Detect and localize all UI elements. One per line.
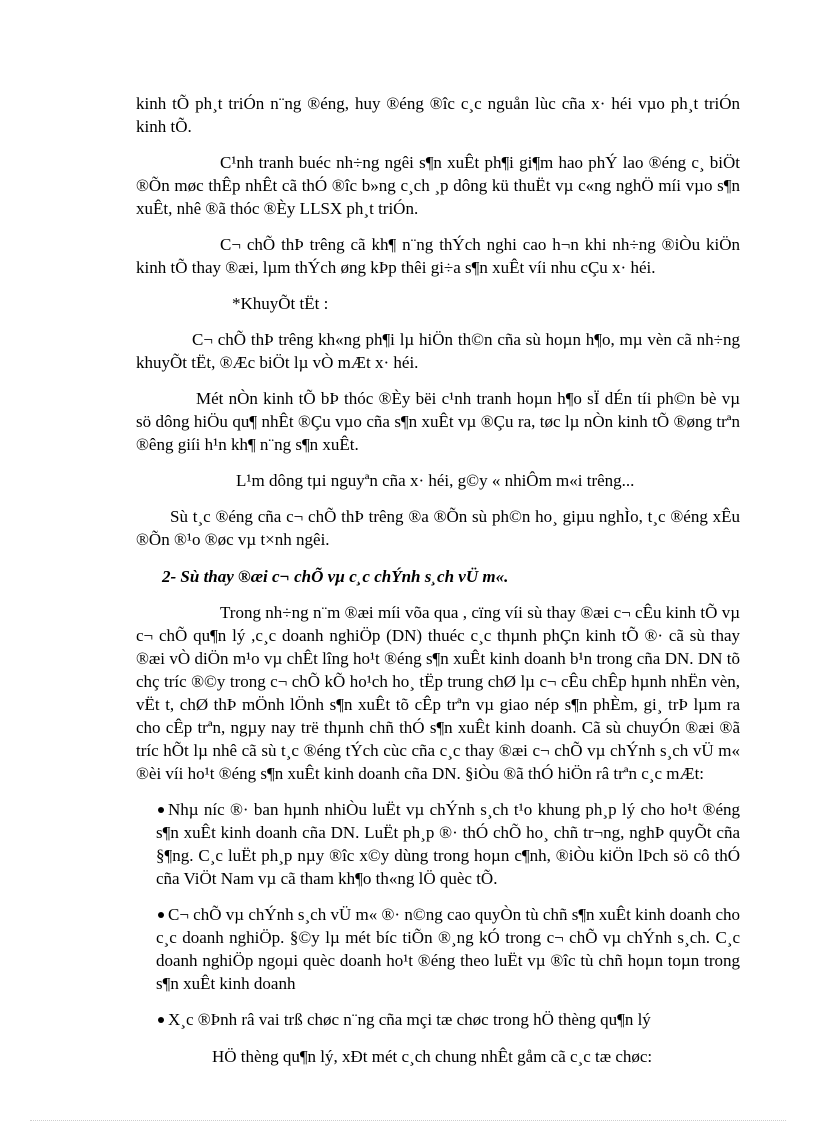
bullet-item-2 xyxy=(136,903,740,995)
paragraph-last: HÖ thèng qu¶n lý, xÐt mét c¸ch chung nhÊt gåm cã c¸c tæ chøc: xyxy=(212,1047,653,1066)
page-bottom-rule xyxy=(30,1120,786,1121)
paragraph-5: C¬ chÕ thÞ trêng kh«ng ph¶i lµ hiÖn th©n cña sù hoµn h¶o, mµ vèn cã nh÷ng khuyÕt tËt, ®Æc biÖt lµ vÒ mÆt x· héi. xyxy=(136,330,740,372)
paragraph-8: Sù t¸c ®éng cña c¬ chÕ thÞ trêng ®a ®Õn sù ph©n ho¸ giµu nghÌo, t¸c ®éng xÊu ®Õn ®¹o ®øc vµ t×nh ngêi. xyxy=(136,507,740,549)
document-page xyxy=(136,92,740,1068)
paragraph-3: C¬ chÕ thÞ trêng cã kh¶ n¨ng thÝch nghi cao h¬n khi nh÷ng ®iÒu kiÖn kinh tÕ thay ®æi, lµm thÝch øng kÞp thêi gi÷a s¶n xuÊt víi nhu cÇu x· héi. xyxy=(136,235,740,277)
paragraph-4-subheading: *KhuyÕt tËt : xyxy=(232,294,329,313)
bullet-text: C¬ chÕ vµ chÝnh s¸ch vÜ m« ®· n©ng cao quyÒn tù chñ s¶n xuÊt kinh doanh cho c¸c doanh nghiÖp. §©y lµ mét bíc tiÕn ®¸ng kÓ trong c¬ chÕ vµ chÝnh s¸ch. C¸c doanh nghiÖp ngoµi quèc doanh ho¹t ®éng theo luËt vµ ®îc tù chñ hoµn toµn trong s¶n xuÊt kinh doanh xyxy=(156,905,740,993)
paragraph-7: L¹m dông tµi nguyªn cña x· héi, g©y « nhiÔm m«i trêng... xyxy=(236,471,635,490)
paragraph-9: Trong nh÷ng n¨m ®æi míi võa qua , cïng víi sù thay ®æi c¬ cÊu kinh tÕ vµ c¬ chÕ qu¶n lý ,c¸c doanh nghiÖp (DN) thuéc c¸c thµnh phÇn kinh tÕ ®· cã sù thay ®æi vÒ diÖn m¹o vµ chÊt lîng ho¹t ®éng s¶n xuÊt kinh doanh b¹n trong cña DN. DN tõ chç tríc ®©y trong c¬ chÕ kÕ ho¹ch ho¸ tËp trung chØ lµ c¬ cÊu chÊp hµnh nhËn vèn, vËt t, chØ thÞ mÖnh lÖnh s¶n xuÊt tõ cÊp trªn vµ giao nép s¶n phÈm, gi¸ trÞ lµm ra cho cÊp trªn, ngµy nay trë thµnh chñ thÓ s¶n xuÊt kinh doanh. Cã sù chuyÓn ®æi ®ã tríc hÕt lµ nhê cã sù t¸c ®éng tÝch cùc cña c¸c thay ®æi c¬ chÕ vµ chÝnh s¸ch vÜ m« ®èi víi ho¹t ®éng s¶n xuÊt kinh doanh cña DN. §iÒu ®ã thÓ hiÖn râ trªn c¸c mÆt: xyxy=(136,603,740,783)
paragraph-6: Mét nÒn kinh tÕ bÞ thóc ®Èy bëi c¹nh tranh hoµn h¶o sÏ dÉn tíi ph©n bè vµ sö dông hiÖu qu¶ nhÊt ®Çu vµo cña s¶n xuÊt vµ ®Çu ra, tøc lµ nÒn kinh tÕ ®øng trªn ®êng giíi h¹n kh¶ n¨ng s¶n xuÊt. xyxy=(136,389,740,454)
bullet-item-1 xyxy=(136,798,740,890)
bullet-item-3 xyxy=(136,1008,740,1031)
bullet-text: Nhµ níc ®· ban hµnh nhiÒu luËt vµ chÝnh s¸ch t¹o khung ph¸p lý cho ho¹t ®éng s¶n xuÊt kinh doanh cña DN. LuËt ph¸p ®· thÓ chÕ ho¸ chñ tr¬ng, nghÞ quyÕt cña §¶ng. C¸c luËt ph¸p nµy ®îc x©y dùng trong hoµn c¶nh, ®iÒu kiÖn lÞch sö cô thÓ cña ViÖt Nam vµ cã tham kh¶o th«ng lÖ quèc tÕ. xyxy=(156,800,740,888)
bullet-icon xyxy=(158,807,164,813)
section-heading: 2- Sù thay ®æi c¬ chÕ vµ c¸c chÝnh s¸ch vÜ m«. xyxy=(162,567,509,586)
bullet-icon xyxy=(158,1017,164,1023)
bullet-text: X¸c ®Þnh râ vai trß chøc n¨ng cña mçi tæ chøc trong hÖ thèng qu¶n lý xyxy=(168,1010,651,1029)
paragraph-2: C¹nh tranh buéc nh÷ng ngêi s¶n xuÊt ph¶i gi¶m hao phÝ lao ®éng c¸ biÖt ®Õn møc thÊp nhÊt cã thÓ ®îc b»ng c¸ch ¸p dông kü thuËt vµ c«ng nghÖ míi vµo s¶n xuÊt, nhê ®ã thóc ®Èy LLSX ph¸t triÓn. xyxy=(136,153,740,218)
bullet-icon xyxy=(158,912,164,918)
paragraph-1: kinh tÕ ph¸t triÓn n¨ng ®éng, huy ®éng ®îc c¸c nguån lùc cña x· héi vµo ph¸t triÓn kinh tÕ. xyxy=(136,94,740,136)
